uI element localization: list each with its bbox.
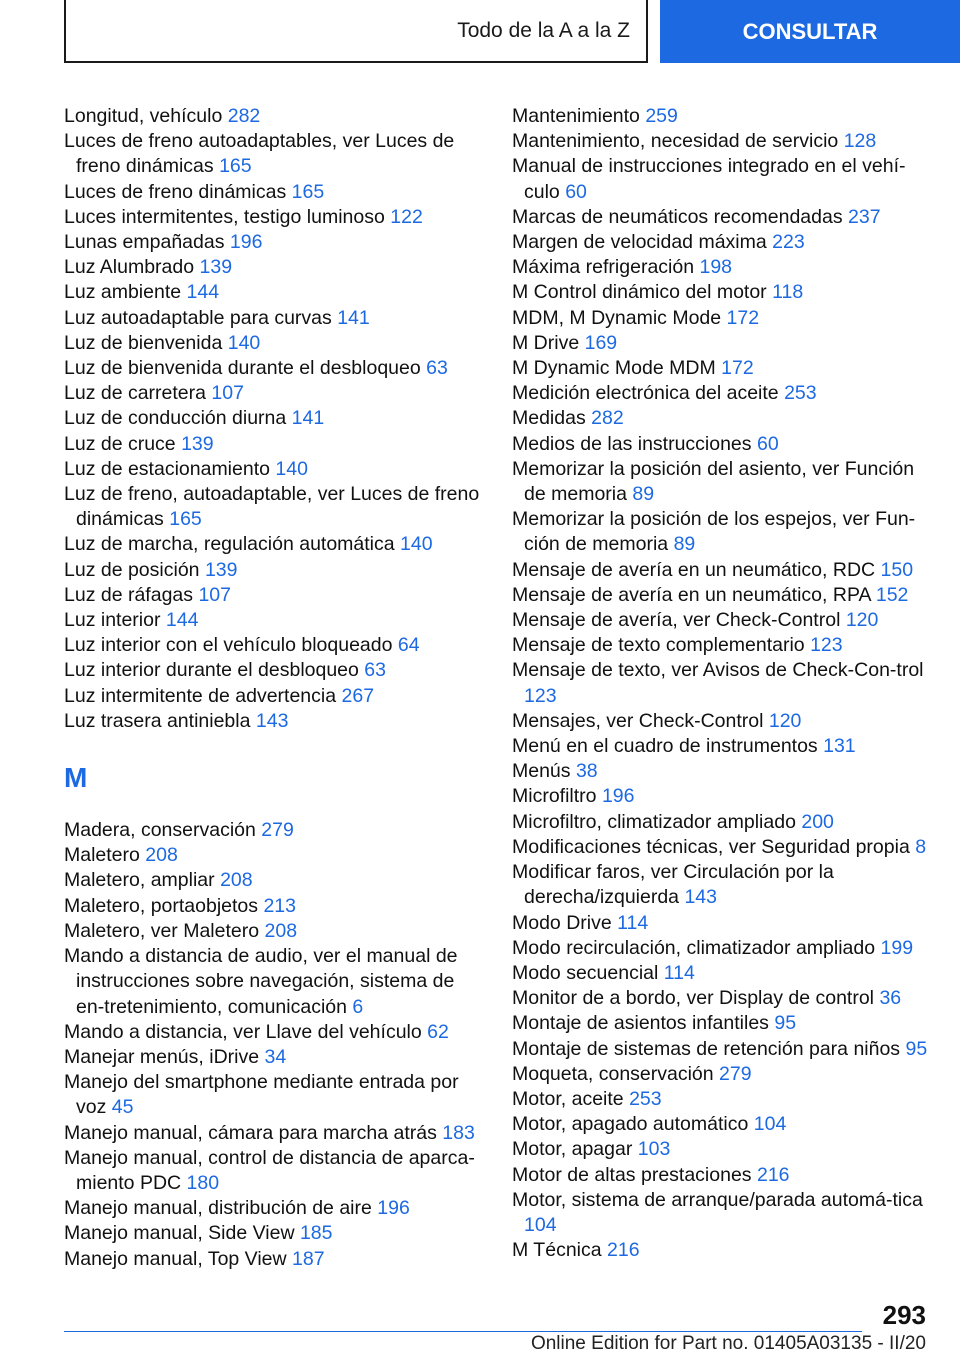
index-entry	[512, 558, 932, 583]
index-entry	[64, 658, 484, 683]
page-link[interactable]: 196	[229, 231, 263, 254]
index-entry-text: Madera, conservación	[64, 819, 256, 842]
index-entry-text: Lunas empañadas	[64, 231, 225, 254]
page-link[interactable]: 143	[255, 709, 289, 732]
index-entry-text: Margen de velocidad máxima	[512, 231, 767, 254]
index-entry-text: Luz autoadaptable para curvas	[64, 306, 332, 329]
page-link[interactable]: 8	[915, 835, 927, 858]
index-entry-text: Luces intermitentes, testigo luminoso	[64, 205, 385, 228]
index-entry	[512, 381, 932, 406]
section-tab[interactable]	[64, 0, 648, 63]
index-entry	[64, 331, 484, 356]
index-entry-text: Manejo del smartphone mediante entrada por voz	[64, 1071, 459, 1119]
page-link[interactable]: 104	[753, 1113, 787, 1136]
page-link[interactable]: 279	[719, 1062, 752, 1085]
index-entry	[512, 860, 932, 910]
index-entry	[64, 381, 484, 406]
index-entry	[64, 709, 484, 734]
page-link[interactable]: 141	[337, 306, 370, 329]
page-link[interactable]: 143	[684, 886, 717, 909]
page-link[interactable]: 34	[264, 1045, 287, 1068]
page-link[interactable]: 267	[341, 684, 375, 707]
index-entry	[64, 1020, 484, 1045]
page-link[interactable]: 198	[699, 256, 733, 279]
index-entry-text: Manejo manual, Top View	[64, 1247, 287, 1270]
index-entry-text: Luz de estacionamiento	[64, 457, 270, 480]
index-entry	[512, 205, 932, 230]
page-link[interactable]: 253	[784, 382, 817, 405]
page-link[interactable]: 140	[227, 331, 261, 354]
page-link[interactable]: 172	[721, 357, 754, 380]
index-entry-text: Mensaje de avería en un neumático, RPA	[512, 583, 871, 606]
index-entry	[512, 608, 932, 633]
index-entry	[512, 1011, 932, 1036]
index-entry	[512, 1087, 932, 1112]
index-entry-text: Monitor de a bordo, ver Display de control	[512, 987, 875, 1010]
page-link[interactable]: 144	[165, 609, 199, 632]
index-entry	[64, 558, 484, 583]
index-entry	[512, 633, 932, 658]
index-entry	[64, 482, 484, 532]
index-entry-text: Maletero, portaobjetos	[64, 894, 259, 917]
index-entry-text: Luz de marcha, regulación automática	[64, 533, 395, 556]
index-entry-text: Luz interior	[64, 609, 161, 632]
page-link[interactable]: 282	[591, 407, 624, 430]
index-column-left	[64, 104, 484, 1272]
page-link[interactable]: 144	[186, 281, 220, 304]
page-link[interactable]: 118	[772, 281, 804, 304]
index-entry-text: Luz de carretera	[64, 382, 206, 405]
index-entry	[64, 255, 484, 280]
index-entry-text: Microfiltro	[512, 785, 597, 808]
chapter-tab[interactable]	[660, 0, 960, 63]
index-entry-text: Modificar faros, ver Circulación por la derecha/izquierda	[512, 861, 834, 909]
index-entry-text: Luz trasera antiniebla	[64, 709, 251, 732]
index-entry	[512, 734, 932, 759]
page-link[interactable]: 95	[774, 1012, 797, 1035]
page-link[interactable]: 95	[905, 1037, 928, 1060]
index-entry	[512, 432, 932, 457]
page-link[interactable]: 237	[848, 205, 881, 228]
index-entry	[512, 154, 932, 204]
index-entry-text: Luces de freno dinámicas	[64, 180, 287, 203]
page-link[interactable]: 172	[726, 306, 760, 329]
page-link[interactable]: 103	[637, 1138, 671, 1161]
index-entry	[64, 1070, 484, 1120]
index-entry	[512, 1137, 932, 1162]
index-entry	[512, 784, 932, 809]
page-link[interactable]: 140	[400, 533, 433, 556]
index-entry-text: Luz Alumbrado	[64, 256, 195, 279]
page-link[interactable]: 165	[291, 180, 325, 203]
index-entry	[64, 1221, 484, 1246]
page-link[interactable]: 139	[181, 432, 214, 455]
index-entry-text: M Técnica	[512, 1239, 602, 1262]
index-entry-text: Mensajes, ver Check-Control	[512, 709, 764, 732]
index-entry-text: Luz interior con el vehículo bloqueado	[64, 634, 393, 657]
index-entry	[64, 129, 484, 179]
index-entry	[64, 356, 484, 381]
index-entry	[64, 180, 484, 205]
index-entry	[64, 1121, 484, 1146]
page-link[interactable]: 122	[390, 205, 423, 228]
index-entry-text: Manejo manual, cámara para marcha atrás	[64, 1121, 437, 1144]
index-entry	[512, 457, 932, 507]
page-link[interactable]: 60	[756, 432, 779, 455]
index-entry	[512, 583, 932, 608]
index-entry	[64, 205, 484, 230]
page-number: 293	[882, 1300, 926, 1330]
index-entry-text: Manejo manual, distribución de aire	[64, 1197, 372, 1220]
index-entry-text: Mando a distancia de audio, ver el manual de instrucciones sobre navegación, sistema de en‐tretenimiento, comunicación	[64, 945, 458, 1018]
index-entry-text: Maletero, ampliar	[64, 869, 215, 892]
index-entry	[64, 1247, 484, 1272]
index-entry-text: Modo Drive	[512, 911, 612, 934]
page-link[interactable]: 216	[607, 1239, 640, 1262]
page-link[interactable]: 183	[442, 1121, 475, 1144]
index-entry	[512, 986, 932, 1011]
page-link[interactable]: 128	[843, 130, 877, 153]
index-entry-text: Memorizar la posición de los espejos, ver Fun‐ción de memoria	[512, 508, 916, 556]
index-entry-text: Mensaje de texto complementario	[512, 634, 805, 657]
index-entry-text: Manual de instrucciones integrado en el vehí‐culo	[512, 155, 906, 203]
page-link[interactable]: 223	[772, 231, 805, 254]
page-link[interactable]: 60	[565, 180, 587, 203]
index-entry-text: Luz intermitente de advertencia	[64, 684, 337, 707]
page-link[interactable]: 63	[364, 659, 386, 682]
index-entry-text: Luz de conducción diurna	[64, 407, 287, 430]
index-entry-text: Mando a distancia, ver Llave del vehículo	[64, 1020, 422, 1043]
index-entry-text: Manejo manual, Side View	[64, 1222, 295, 1245]
page-link[interactable]: 199	[880, 936, 914, 959]
page-link[interactable]: 62	[427, 1020, 449, 1043]
page-link[interactable]: 141	[291, 407, 325, 430]
index-list-m-continued	[512, 104, 932, 1263]
page-link[interactable]: 107	[211, 382, 244, 405]
page-link[interactable]: 180	[186, 1171, 220, 1194]
page-link[interactable]: 114	[617, 911, 649, 934]
index-entry-text: Longitud, vehículo	[64, 105, 223, 127]
index-entry-text: Moqueta, conservación	[512, 1062, 714, 1085]
index-entry-text: M Control dinámico del motor	[512, 281, 767, 304]
index-entry-text: Modificaciones técnicas, ver Seguridad propia	[512, 835, 910, 858]
index-entry-text: Luz de bienvenida durante el desbloqueo	[64, 357, 421, 380]
index-entry-text: Luces de freno autoadaptables, ver Luces de freno dinámicas	[64, 130, 455, 178]
page-link[interactable]: 169	[584, 331, 618, 354]
index-entry	[512, 961, 932, 986]
index-entry	[64, 684, 484, 709]
index-entry-text: Motor, apagado automático	[512, 1113, 749, 1136]
page-link[interactable]: 152	[875, 583, 909, 606]
page-link[interactable]: 107	[198, 583, 231, 606]
index-entry-text: Microfiltro, climatizador ampliado	[512, 810, 796, 833]
index-entry	[512, 1062, 932, 1087]
index-entry-text: Máxima refrigeración	[512, 256, 695, 279]
index-entry-text: Motor de altas prestaciones	[512, 1163, 752, 1186]
page-link[interactable]: 216	[756, 1163, 790, 1186]
index-entry-text: Medidas	[512, 407, 586, 430]
index-entry	[512, 936, 932, 961]
index-entry-text: Marcas de neumáticos recomendadas	[512, 205, 843, 228]
page-link[interactable]: 185	[299, 1222, 333, 1245]
page-link[interactable]: 200	[801, 810, 834, 833]
page-link[interactable]: 123	[524, 684, 557, 707]
index-entry	[64, 608, 484, 633]
page-link[interactable]: 259	[645, 105, 678, 127]
page-link[interactable]: 253	[629, 1087, 662, 1110]
index-entry	[64, 944, 484, 1020]
page-link[interactable]: 213	[263, 894, 296, 917]
index-entry	[512, 104, 932, 129]
index-entry-text: Luz de posición	[64, 558, 200, 581]
index-entry-text: Luz de ráfagas	[64, 583, 194, 606]
index-entry	[512, 1112, 932, 1137]
index-entry	[512, 306, 932, 331]
index-entry	[512, 255, 932, 280]
index-entry	[64, 432, 484, 457]
footer-edition: Online Edition for Part no. 01405A03135 - II/20	[530, 1333, 926, 1354]
index-entry-text: Manejar menús, iDrive	[64, 1045, 260, 1068]
page-link[interactable]: 89	[632, 483, 655, 506]
page-link[interactable]: 45	[111, 1096, 134, 1119]
page-link[interactable]: 64	[397, 634, 420, 657]
index-entry	[512, 1163, 932, 1188]
page-link[interactable]: 139	[199, 256, 233, 279]
index-entry-text: Montaje de sistemas de retención para niños	[512, 1037, 901, 1060]
index-entry-text: Mensaje de texto, ver Avisos de Check-Con‐trol	[512, 659, 924, 682]
page-link[interactable]: 139	[204, 558, 238, 581]
index-entry	[64, 104, 484, 129]
index-entry-text: Medición electrónica del aceite	[512, 382, 779, 405]
index-entry-text: Montaje de asientos infantiles	[512, 1012, 769, 1035]
index-entry-text: Menús	[512, 760, 571, 783]
page-link[interactable]: 196	[377, 1197, 410, 1220]
page-link[interactable]: 6	[352, 995, 364, 1018]
index-entry	[512, 911, 932, 936]
index-entry-text: Motor, sistema de arranque/parada automá‐tica	[512, 1188, 923, 1211]
index-entry	[64, 818, 484, 843]
index-entry	[512, 835, 932, 860]
index-entry	[512, 356, 932, 381]
index-entry-text: M Drive	[512, 331, 580, 354]
index-entry	[512, 230, 932, 255]
page-link[interactable]: 63	[426, 357, 448, 380]
index-column-right	[512, 104, 932, 1263]
index-entry	[512, 1238, 932, 1263]
index-entry-text: Modo secuencial	[512, 961, 659, 984]
index-entry-text: Modo recirculación, climatizador ampliado	[512, 936, 876, 959]
page-link[interactable]: 282	[227, 105, 261, 127]
index-entry	[512, 810, 932, 835]
index-entry-text: Mantenimiento, necesidad de servicio	[512, 130, 839, 153]
index-entry	[64, 843, 484, 868]
chapter-tab-label: CONSULTAR	[742, 18, 878, 44]
index-entry	[512, 280, 932, 305]
index-entry	[512, 658, 932, 708]
page-link[interactable]: 123	[810, 634, 843, 657]
index-entry	[64, 1146, 484, 1196]
index-entry-text: Motor, aceite	[512, 1087, 624, 1110]
index-entry	[64, 532, 484, 557]
page-link[interactable]: 120	[845, 609, 879, 632]
index-entry	[512, 1188, 932, 1238]
index-entry-text: Motor, apagar	[512, 1138, 633, 1161]
page-link[interactable]: 208	[264, 919, 298, 942]
page-link[interactable]: 131	[823, 735, 856, 758]
index-entry	[64, 280, 484, 305]
index-entry	[64, 1196, 484, 1221]
section-tab-label: Todo de la A a la Z	[457, 18, 630, 42]
page-link[interactable]: 208	[220, 869, 253, 892]
index-entry	[512, 331, 932, 356]
index-entry-text: MDM, M Dynamic Mode	[512, 306, 722, 329]
index-entry-text: Memorizar la posición del asiento, ver Función de memoria	[512, 457, 915, 506]
index-entry	[512, 406, 932, 431]
index-entry	[64, 230, 484, 255]
section-letter-m: M	[64, 762, 88, 794]
page-link[interactable]: 38	[575, 760, 598, 783]
page-link[interactable]: 89	[673, 533, 696, 556]
index-list-m	[64, 818, 484, 1272]
page-link[interactable]: 36	[879, 987, 902, 1010]
index-entry	[64, 1045, 484, 1070]
index-entry-text: Luz de freno, autoadaptable, ver Luces de freno dinámicas	[64, 483, 480, 531]
index-entry-text: Mensaje de avería en un neumático, RDC	[512, 558, 876, 581]
index-entry	[64, 406, 484, 431]
index-list-l	[64, 104, 484, 734]
page-link[interactable]: 165	[169, 508, 202, 531]
index-entry-text: Medios de las instrucciones	[512, 432, 752, 455]
index-entry-text: Menú en el cuadro de instrumentos	[512, 735, 818, 758]
footer-divider	[64, 1331, 862, 1332]
index-entry	[64, 306, 484, 331]
page-link[interactable]: 165	[219, 155, 252, 178]
page-link[interactable]: 140	[275, 457, 308, 480]
page-link[interactable]: 208	[145, 844, 178, 867]
index-entry	[64, 457, 484, 482]
page-link[interactable]: 196	[601, 785, 635, 808]
index-entry	[64, 919, 484, 944]
index-entry-text: Mensaje de avería, ver Check-Control	[512, 609, 841, 632]
page-link[interactable]: 104	[524, 1213, 557, 1236]
index-entry-text: Mantenimiento	[512, 105, 640, 127]
index-entry-text: Maletero	[64, 844, 140, 867]
index-entry	[512, 759, 932, 784]
page-link[interactable]: 150	[880, 558, 914, 581]
index-entry	[64, 583, 484, 608]
index-entry-text: M Dynamic Mode MDM	[512, 357, 716, 380]
index-entry	[512, 709, 932, 734]
index-entry	[512, 1037, 932, 1062]
index-entry-text: Luz de cruce	[64, 432, 176, 455]
index-entry	[64, 633, 484, 658]
page-link[interactable]: 187	[292, 1247, 325, 1270]
index-entry	[512, 507, 932, 557]
index-entry	[64, 894, 484, 919]
index-entry-text: Luz interior durante el desbloqueo	[64, 659, 359, 682]
page-link[interactable]: 114	[663, 961, 695, 984]
index-entry-text: Manejo manual, control de distancia de aparca‐miento PDC	[64, 1146, 475, 1194]
page-link[interactable]: 279	[261, 819, 294, 842]
page-link[interactable]: 120	[768, 709, 802, 732]
index-entry	[64, 868, 484, 893]
index-entry-text: Maletero, ver Maletero	[64, 919, 260, 942]
index-entry-text: Luz ambiente	[64, 281, 182, 304]
index-entry	[512, 129, 932, 154]
index-entry-text: Luz de bienvenida	[64, 331, 223, 354]
